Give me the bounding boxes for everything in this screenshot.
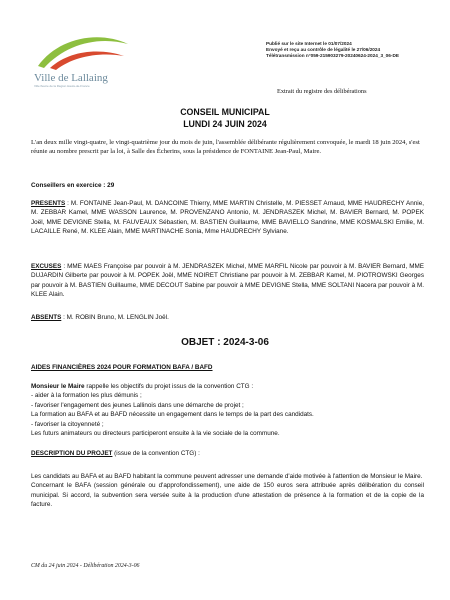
publication-line: Publié sur le site Internet le 01/07/2024 <box>266 41 352 46</box>
publication-line: Télétransmission n°059-215903279-20240624-2024_3_06-DE <box>266 53 399 59</box>
rappel-intro-text: rappelle les objectifs du projet issus de la convention CTG : <box>84 383 254 390</box>
rappel-intro <box>31 382 424 391</box>
conseillers-count: Conseillers en exercice : 29 <box>31 182 115 189</box>
absents-list: : M. ROBIN Bruno, M. LENGLIN Joël. <box>61 314 169 321</box>
absents-paragraph <box>31 313 424 322</box>
description-text: (issue de la convention CTG) : <box>112 450 200 457</box>
rappel-item: - favoriser la citoyenneté ; <box>31 420 104 428</box>
rappel-item: Les futurs animateurs ou directeurs participeront ensuite à la vie sociale de la commune. <box>31 430 280 438</box>
presents-list: : M. FONTAINE Jean-Paul, M. DANCOINE Thierry, MME MARTIN Christelle, M. PIESSET Arnaud, MME HAUDRECHY Annie, M. ZEBBAR Kamel, MME WASSON Laurence, M. PROVENZANO Antonio, M. JENDRASZEK Michel, M. BAVIER Bernard, M. POPEK Joël, MME DEVIGNE Stella, M. FAUVEAUX Sébastien, M. BASTIEN Guillaume, MME BAVIELLO Sandrine, MME KOSMALSKI Emilie, M. LACAILLE René, M. KLEE Alain, MME MARTINACHE Sonia, Mme HAUDRECHY Sylviane. <box>31 200 424 236</box>
publication-line: Envoyé et reçu au contrôle de légalité le 27/06/2024 <box>266 47 381 53</box>
description-label: DESCRIPTION DU PROJET <box>31 450 113 457</box>
rappel-section <box>31 382 424 438</box>
aides-heading: AIDES FINANCIÈRES 2024 POUR FORMATION BAFA / BAFD <box>31 364 213 371</box>
intro-paragraph: L'an deux mille vingt-quatre, le vingt-quatrième jour du mois de juin, l'assemblée délibérante régulièrement convoquée, le mardi 18 juin 2024, s'est réunie au nombre prescrit par la loi, à Salle des Écherins, sous la présidence de FONTAINE Jean-Paul, Maire. <box>31 139 420 156</box>
bafa-paragraph: Concernant le BAFA (session générale ou d'approfondissement), une aide de 150 euros sera attribuée après délibération du conseil municipal. Si accord, la subvention sera versée suite à la production d'une attestation de présence à la formation et de la copie de la facture. <box>31 482 424 509</box>
town-logo <box>28 28 133 108</box>
rappel-item: La formation au BAFA et au BAFD nécessite un engagement dans le temps de la part des candidats. <box>31 411 314 419</box>
presents-label: PRESENTS <box>31 200 66 207</box>
document-date: LUNDI 24 JUIN 2024 <box>183 119 267 129</box>
absents-label: ABSENTS <box>31 314 62 321</box>
extrait-registre: Extrait du registre des délibérations <box>277 88 367 95</box>
excuses-label: EXCUSES <box>31 263 62 270</box>
logo-tagline: Ville fleurie de la Région Hauts-de-France <box>34 84 90 88</box>
rappel-item: - aider à la formation les plus démunis ; <box>31 392 142 400</box>
candidats-paragraph: Les candidats au BAFA et au BAFD habitant la commune peuvent adresser une demande d'aide motivée à l'attention de Monsieur le Maire. <box>31 473 423 480</box>
page-footer: CM du 24 juin 2024 - Délibération 2024-3-06 <box>31 563 140 569</box>
document-title: CONSEIL MUNICIPAL <box>180 107 270 117</box>
logo-name: Ville de Lallaing <box>34 72 108 84</box>
rappel-lead: Monsieur le Maire <box>31 383 85 390</box>
objet-heading: OBJET : 2024-3-06 <box>181 337 269 348</box>
excuses-paragraph <box>31 262 424 300</box>
candidats-section <box>31 472 424 510</box>
description-line <box>31 449 424 458</box>
rappel-item: - favoriser l'engagement des jeunes Lallinois dans une démarche de projet ; <box>31 401 244 409</box>
town-logo-swoosh-icon <box>28 28 133 74</box>
excuses-list: : MME MAES Françoise par pouvoir à M. JENDRASZEK Michel, MME MARFIL Nicole par pouvoir à M. BAVIER Bernard, MME DUJARDIN Gilberte par pouvoir à M. POPEK Joël, MME NOIRET Christiane par pouvoir à M. ZEBBAR Kamel, M. PIOTROWSKI Georges par pouvoir à M. BASTIEN Guillaume, MME DECOUT Sabine par pouvoir à MME DEVIGNE Stella, MME SOLTANI Nacera par pouvoir à M. KLEE Alain. <box>31 263 424 299</box>
presents-paragraph <box>31 199 424 237</box>
publication-stamp <box>266 41 446 60</box>
